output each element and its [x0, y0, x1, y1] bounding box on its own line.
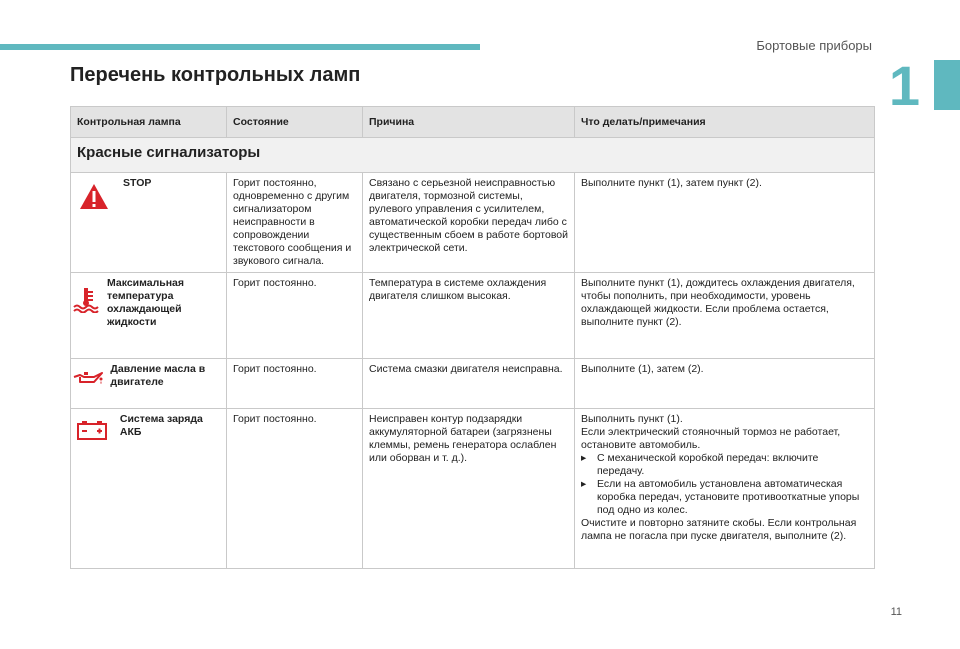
- page-title: Перечень контрольных ламп: [70, 64, 361, 86]
- lamp-cell: [71, 359, 227, 409]
- action-bullet: [581, 478, 868, 517]
- action-cell: Выполните пункт (1), затем пункт (2).: [575, 173, 875, 273]
- coolant-temperature-icon: [71, 273, 101, 357]
- lamp-name: Система заряда АКБ: [119, 413, 203, 438]
- chapter-tab: [934, 60, 960, 110]
- bullet-marker-icon: ▸: [581, 478, 587, 490]
- action-line: Если электрический стояночный тормоз не работает, остановите автомобиль.: [581, 426, 841, 451]
- column-header-lamp: Контрольная лампа: [71, 107, 227, 138]
- table-header-row: [71, 107, 875, 138]
- table-row: [71, 409, 875, 569]
- group-title: Красные сигнализаторы: [71, 138, 875, 173]
- bullet-text: С механической коробкой передач: включите передачу.: [597, 452, 819, 477]
- warning-triangle-icon: [71, 173, 117, 271]
- state-cell: Горит постоянно, одновременно с другим сигнализатором неисправности в сопровождении текстового сообщения и звукового сигнала.: [227, 173, 363, 273]
- state-cell: Горит постоянно.: [227, 359, 363, 409]
- section-title: Бортовые приборы: [756, 38, 872, 53]
- lamp-cell: [71, 273, 227, 359]
- bullet-text: Если на автомобиль установлена автоматическая коробка передач, установите противооткатные упоры под одно из колес.: [597, 478, 860, 516]
- state-cell: Горит постоянно.: [227, 273, 363, 359]
- action-cell: Выполните пункт (1), дождитесь охлаждения двигателя, чтобы пополнить, при необходимости, уровень охлаждающей жидкости. Если проблема остается, выполните пункт (2).: [575, 273, 875, 359]
- chapter-number: 1: [888, 54, 920, 117]
- battery-icon: [71, 409, 114, 567]
- page-number: 11: [890, 606, 902, 618]
- state-cell: Горит постоянно.: [227, 409, 363, 569]
- lamp-cell: [71, 409, 227, 569]
- cause-cell: Система смазки двигателя неисправна.: [363, 359, 575, 409]
- table-row: [71, 359, 875, 409]
- action-cell: [575, 409, 875, 569]
- lamp-name: Давление масла в двигателе: [110, 363, 206, 388]
- lamp-name: STOP: [123, 177, 152, 189]
- cause-cell: Температура в системе охлаждения двигателя слишком высокая.: [363, 273, 575, 359]
- cause-cell: Неисправен контур подзарядки аккумуляторной батареи (загрязнены клеммы, ремень генератора ослаблен или оборван и т. д.).: [363, 409, 575, 569]
- bullet-marker-icon: ▸: [581, 452, 587, 464]
- table-row: [71, 173, 875, 273]
- action-bullet: [581, 452, 868, 478]
- group-row: [71, 138, 875, 173]
- action-cell: Выполните (1), затем (2).: [575, 359, 875, 409]
- action-tail: Очистите и повторно затяните скобы. Если контрольная лампа не погасла при пуске двигателя, выполните (2).: [581, 517, 857, 542]
- warning-lamps-table: [70, 106, 875, 569]
- column-header-action: Что делать/примечания: [575, 107, 875, 138]
- column-header-cause: Причина: [363, 107, 575, 138]
- oil-pressure-icon: [71, 359, 104, 407]
- cause-cell: Связано с серьезной неисправностью двигателя, тормозной системы, рулевого управления с усилителем, автоматической коробки передач либо с существенным сбоем в работе бортовой электрической сети.: [363, 173, 575, 273]
- lamp-name: Максимальная температура охлаждающей жидкости: [107, 277, 185, 328]
- action-line: Выполнить пункт (1).: [581, 413, 683, 425]
- table-row: [71, 273, 875, 359]
- column-header-state: Состояние: [227, 107, 363, 138]
- lamp-cell: [71, 173, 227, 273]
- top-accent-bar: [0, 44, 480, 50]
